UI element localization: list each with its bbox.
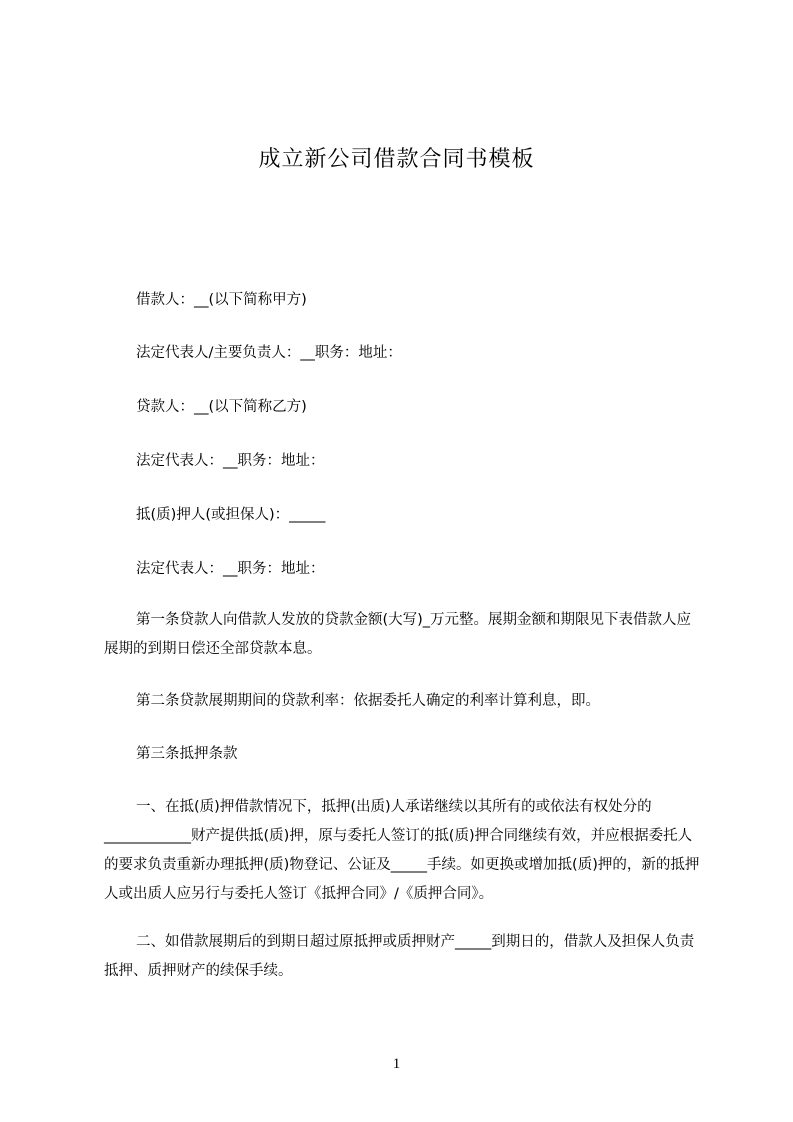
- mortgage-clause-2: 二、如借款展期后的到期日超过原抵押或质押财产_____到期日的，借款人及担保人负责抵押、质押财产的续保手续。: [104, 934, 695, 979]
- page-number: 1: [392, 1056, 401, 1072]
- borrower-line: 借款人：__(以下简称甲方): [136, 292, 307, 308]
- borrower-representative-line: 法定代表人/主要负责人：__职务：地址：: [136, 345, 402, 361]
- article-2-paragraph: 第二条贷款展期期间的贷款利率：依据委托人确定的利率计算利息，即。: [136, 693, 600, 709]
- guarantor-representative-line: 法定代表人：__职务：地址：: [136, 561, 325, 577]
- document-title: 成立新公司借款合同书模板: [258, 147, 535, 172]
- article-3-heading: 第三条抵押条款: [136, 746, 238, 762]
- article-1-paragraph: 第一条贷款人向借款人发放的贷款金额(大写)_万元整。展期金额和期限见下表借款人应展期的到期日偿还全部贷款本息。: [104, 612, 692, 657]
- lender-representative-line: 法定代表人：__职务：地址：: [136, 453, 325, 469]
- guarantor-line: 抵(质)押人(或担保人)：_____: [136, 507, 326, 523]
- mortgage-clause-1: 一、在抵(质)押借款情况下，抵押(出质)人承诺继续以其所有的或依法有权处分的____________财产提供抵(质)押，原与委托人签订的抵(质)押合同继续有效，并应根据委托人的要求负责重新办理抵押(质)物登记、公证及_____手续。如更换或增加抵(质)押的，新的抵押人或出质人应另行与委托人签订《抵押合同》/《质押合同》。: [104, 799, 700, 902]
- lender-line: 贷款人：__(以下简称乙方): [136, 399, 307, 415]
